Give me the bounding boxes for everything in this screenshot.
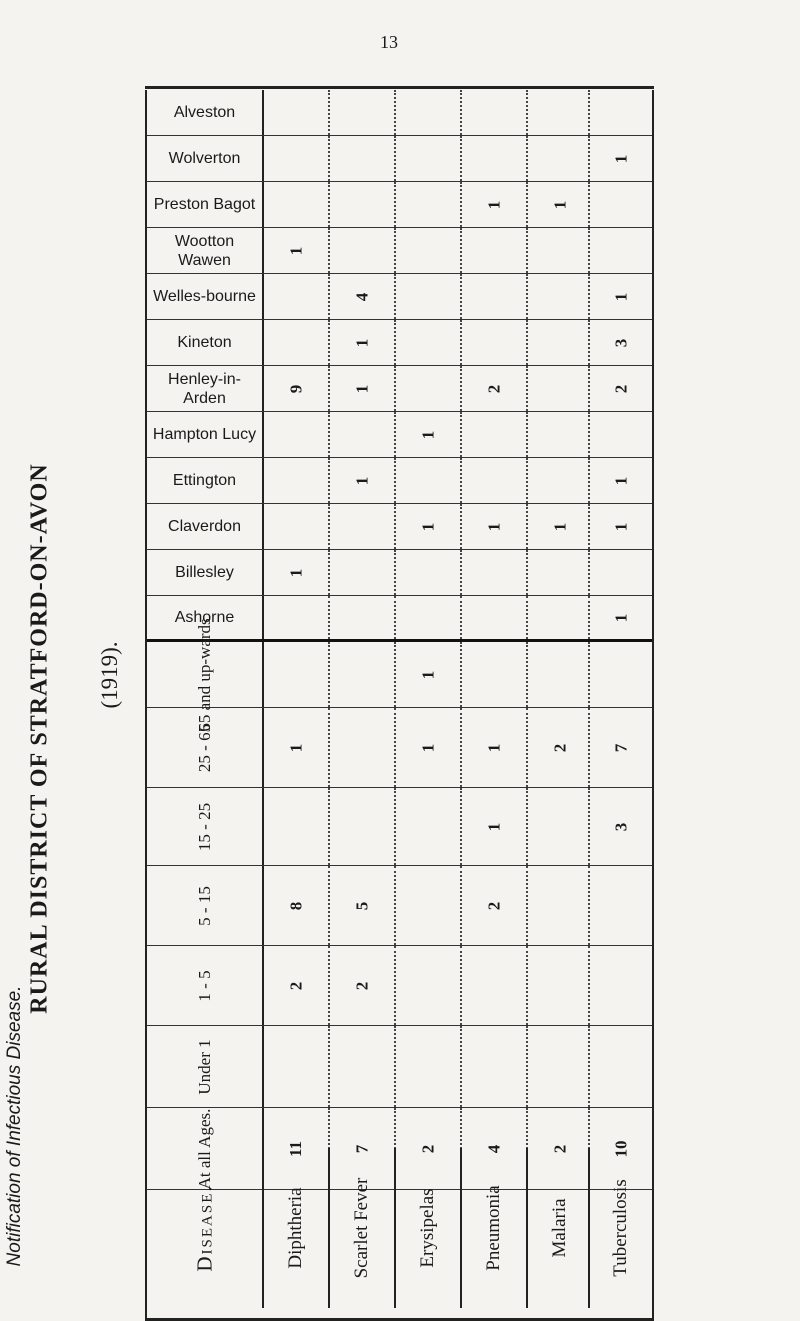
- count-cell: [528, 708, 592, 787]
- count-cell: [590, 274, 652, 319]
- count-cell: [590, 642, 652, 707]
- count-cell: [528, 90, 592, 135]
- count-cell: [462, 228, 526, 273]
- count-cell: [264, 550, 328, 595]
- count-cell: [396, 1026, 460, 1107]
- count-cell: [462, 320, 526, 365]
- count-cell: [330, 866, 394, 945]
- count-cell: [590, 504, 652, 549]
- count-value: 4: [352, 292, 371, 301]
- count-cell: [590, 596, 652, 639]
- count-cell: [590, 708, 652, 787]
- count-cell: [528, 946, 592, 1025]
- disease-header-row: [147, 1148, 652, 1308]
- count-value: 8: [286, 901, 305, 910]
- count-value: 1: [418, 430, 437, 439]
- count-cell: [330, 642, 394, 707]
- count-cell: [264, 596, 328, 639]
- count-value: 2: [484, 384, 503, 393]
- locality-row: [147, 458, 652, 504]
- count-cell: [528, 366, 592, 411]
- count-cell: [396, 946, 460, 1025]
- notification-table: [145, 90, 654, 1320]
- header-diphtheria: Diphtheria: [285, 1187, 306, 1269]
- count-cell: [264, 788, 328, 865]
- age-group-label: 1 - 5: [194, 969, 214, 1002]
- count-cell: [396, 366, 460, 411]
- count-cell: [462, 866, 526, 945]
- count-cell: [396, 136, 460, 181]
- count-value: 5: [352, 901, 371, 910]
- count-cell: [396, 274, 460, 319]
- count-cell: [396, 90, 460, 135]
- count-cell: [462, 596, 526, 639]
- count-cell: [462, 182, 526, 227]
- count-cell: [528, 642, 592, 707]
- count-value: 2: [286, 981, 305, 990]
- count-cell: [462, 788, 526, 865]
- count-value: 1: [550, 522, 569, 531]
- count-value: 9: [286, 384, 305, 393]
- locality-name: Wootton Wawen: [174, 232, 235, 269]
- count-cell: [330, 458, 394, 503]
- count-cell: [462, 708, 526, 787]
- count-cell: [462, 1026, 526, 1107]
- count-value: 3: [611, 338, 630, 347]
- locality-name: Alveston: [173, 104, 236, 121]
- count-value: 10: [611, 1140, 630, 1157]
- table-heading: RURAL DISTRICT OF STRATFORD-ON-AVON: [26, 463, 53, 1014]
- locality-row: [147, 596, 652, 642]
- count-cell: [330, 320, 394, 365]
- locality-name: Welles-bourne: [153, 288, 256, 305]
- count-cell: [396, 550, 460, 595]
- locality-row: [147, 412, 652, 458]
- count-cell: [264, 136, 328, 181]
- count-cell: [528, 788, 592, 865]
- count-cell: [396, 504, 460, 549]
- locality-name: Kineton: [177, 334, 232, 351]
- count-cell: [462, 504, 526, 549]
- count-cell: [396, 866, 460, 945]
- count-cell: [462, 550, 526, 595]
- count-cell: [528, 228, 592, 273]
- count-value: 4: [484, 1144, 503, 1153]
- age-group-row: [147, 946, 652, 1026]
- count-cell: [462, 458, 526, 503]
- locality-row: [147, 504, 652, 550]
- count-value: 2: [352, 981, 371, 990]
- locality-name: Claverdon: [168, 518, 241, 535]
- count-cell: [528, 458, 592, 503]
- age-group-label: 25 - 65: [194, 723, 214, 772]
- count-cell: [330, 90, 394, 135]
- count-cell: [396, 182, 460, 227]
- count-value: 1: [611, 522, 630, 531]
- count-cell: [590, 550, 652, 595]
- count-cell: [590, 182, 652, 227]
- count-cell: [590, 458, 652, 503]
- locality-row: [147, 90, 652, 136]
- count-cell: [528, 866, 592, 945]
- running-title: Notification of Infectious Disease.: [4, 985, 25, 1267]
- count-value: 11: [286, 1140, 305, 1157]
- count-cell: [330, 136, 394, 181]
- page-number: 13: [380, 32, 398, 52]
- locality-name: Hampton Lucy: [152, 426, 257, 443]
- count-cell: [528, 136, 592, 181]
- count-cell: [396, 412, 460, 457]
- count-cell: [330, 550, 394, 595]
- count-cell: [462, 90, 526, 135]
- count-value: 1: [611, 292, 630, 301]
- count-cell: [264, 946, 328, 1025]
- count-cell: [396, 320, 460, 365]
- count-cell: [590, 136, 652, 181]
- count-value: 1: [484, 822, 503, 831]
- locality-name: Billesley: [175, 564, 234, 581]
- count-cell: [462, 136, 526, 181]
- count-cell: [590, 320, 652, 365]
- count-value: 1: [286, 743, 305, 752]
- count-value: 1: [352, 384, 371, 393]
- count-cell: [330, 274, 394, 319]
- count-value: 1: [286, 568, 305, 577]
- count-cell: [590, 228, 652, 273]
- age-group-label: At all Ages.: [194, 1108, 214, 1189]
- count-cell: [590, 788, 652, 865]
- header-erysipelas: Erysipelas: [417, 1188, 438, 1268]
- age-group-label: Under 1: [194, 1038, 214, 1095]
- count-cell: [528, 274, 592, 319]
- count-cell: [590, 90, 652, 135]
- count-cell: [264, 1026, 328, 1107]
- table-subheading: (1919).: [97, 641, 122, 709]
- count-cell: [462, 412, 526, 457]
- age-group-row: [147, 708, 652, 788]
- table-top-rule: [145, 86, 654, 89]
- count-cell: [396, 708, 460, 787]
- count-value: 1: [550, 200, 569, 209]
- count-value: 2: [484, 901, 503, 910]
- count-cell: [528, 182, 592, 227]
- count-cell: [528, 596, 592, 639]
- count-cell: [590, 1026, 652, 1107]
- locality-row: [147, 274, 652, 320]
- count-cell: [590, 412, 652, 457]
- count-value: 1: [611, 476, 630, 485]
- count-cell: [264, 274, 328, 319]
- count-cell: [528, 1026, 592, 1107]
- locality-name: Wolverton: [168, 150, 241, 167]
- count-cell: [528, 320, 592, 365]
- age-group-label: 15 - 25: [194, 802, 214, 851]
- header-pneumonia: Pneumonia: [483, 1185, 504, 1271]
- header-disease-label-cell: [147, 1148, 262, 1308]
- locality-row: [147, 228, 652, 274]
- count-value: 3: [611, 822, 630, 831]
- count-cell: [264, 228, 328, 273]
- count-cell: [330, 1026, 394, 1107]
- count-value: 7: [611, 743, 630, 752]
- count-cell: [330, 182, 394, 227]
- locality-name: Ettington: [172, 472, 237, 489]
- age-group-row: [147, 788, 652, 866]
- count-cell: [590, 866, 652, 945]
- count-cell: [330, 504, 394, 549]
- count-value: 1: [286, 246, 305, 255]
- header-malaria: Malaria: [549, 1198, 570, 1258]
- locality-row: [147, 136, 652, 182]
- count-value: 2: [418, 1144, 437, 1153]
- count-value: 1: [418, 522, 437, 531]
- locality-name: Preston Bagot: [153, 196, 256, 213]
- count-cell: [528, 550, 592, 595]
- count-cell: [264, 412, 328, 457]
- locality-row: [147, 366, 652, 412]
- count-cell: [396, 596, 460, 639]
- header-tuberculosis: Tuberculosis: [610, 1179, 631, 1277]
- header-scarlet-fever: Scarlet Fever: [351, 1177, 372, 1279]
- header-disease-label: Disease.: [192, 1184, 216, 1272]
- count-value: 2: [550, 1144, 569, 1153]
- count-value: 1: [484, 743, 503, 752]
- count-value: 1: [418, 670, 437, 679]
- count-cell: [590, 366, 652, 411]
- locality-name: Ashorne: [174, 609, 235, 626]
- age-group-row: [147, 866, 652, 946]
- count-value: 2: [550, 743, 569, 752]
- count-cell: [462, 274, 526, 319]
- count-cell: [264, 366, 328, 411]
- count-cell: [330, 412, 394, 457]
- count-cell: [264, 866, 328, 945]
- count-cell: [330, 788, 394, 865]
- count-cell: [528, 412, 592, 457]
- count-cell: [590, 946, 652, 1025]
- count-value: 1: [352, 476, 371, 485]
- count-cell: [396, 642, 460, 707]
- count-cell: [330, 596, 394, 639]
- count-cell: [396, 458, 460, 503]
- age-group-label: 65 and up-wards: [194, 617, 214, 732]
- count-cell: [462, 642, 526, 707]
- count-value: 1: [611, 154, 630, 163]
- count-cell: [264, 90, 328, 135]
- count-value: 7: [352, 1144, 371, 1153]
- locality-row: [147, 182, 652, 228]
- count-value: 1: [484, 200, 503, 209]
- count-value: 1: [352, 338, 371, 347]
- count-cell: [264, 458, 328, 503]
- count-cell: [462, 946, 526, 1025]
- locality-name: Henley-in-Arden: [168, 370, 241, 407]
- count-cell: [396, 228, 460, 273]
- count-cell: [264, 708, 328, 787]
- count-cell: [330, 708, 394, 787]
- count-cell: [330, 946, 394, 1025]
- count-cell: [264, 320, 328, 365]
- count-cell: [330, 228, 394, 273]
- count-value: 2: [611, 384, 630, 393]
- count-value: 1: [418, 743, 437, 752]
- count-value: 1: [611, 613, 630, 622]
- count-cell: [330, 366, 394, 411]
- count-value: 1: [484, 522, 503, 531]
- count-cell: [396, 788, 460, 865]
- count-cell: [264, 642, 328, 707]
- count-cell: [462, 366, 526, 411]
- age-group-label: 5 - 15: [194, 885, 214, 926]
- locality-row: [147, 320, 652, 366]
- age-group-row: [147, 1026, 652, 1108]
- count-cell: [264, 504, 328, 549]
- locality-row: [147, 550, 652, 596]
- count-cell: [528, 504, 592, 549]
- count-cell: [264, 182, 328, 227]
